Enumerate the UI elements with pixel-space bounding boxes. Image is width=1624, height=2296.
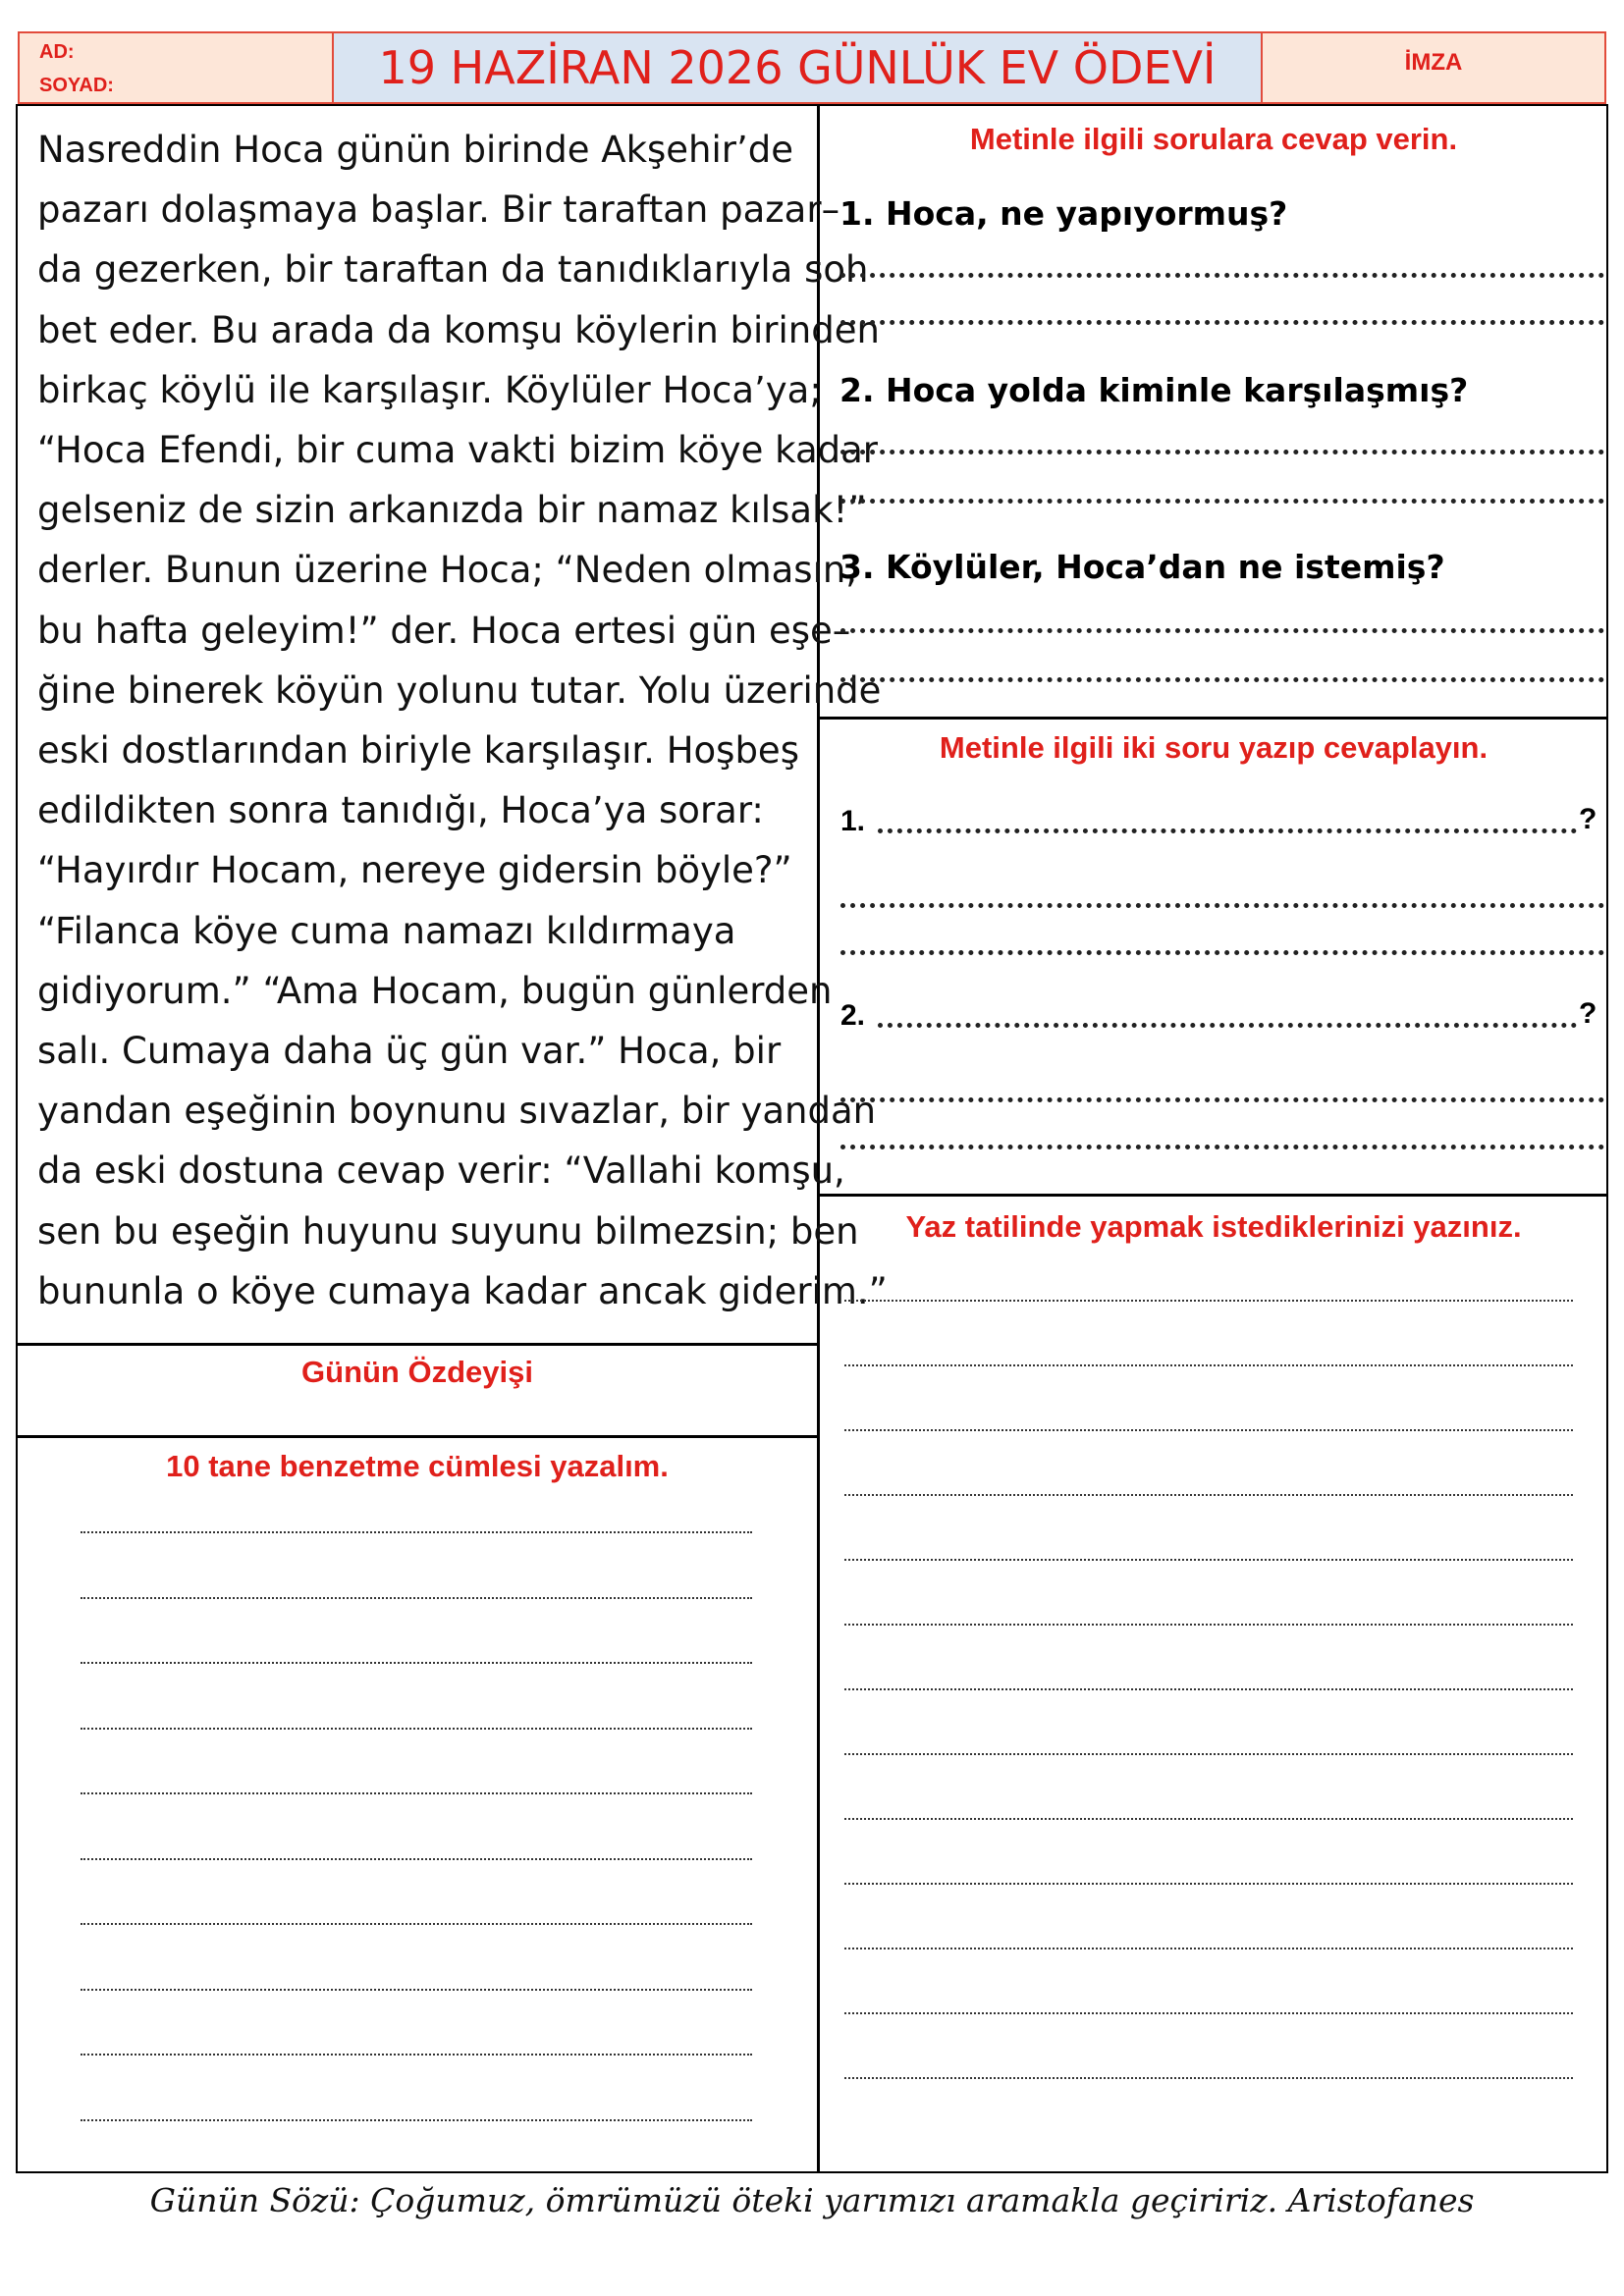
writing-line[interactable] [844, 1300, 1573, 1302]
story-line: edildikten sonra tanıdığı, Hoca’ya sorar: [37, 789, 764, 832]
imza-label: İMZA [1404, 49, 1463, 76]
answer-line[interactable] [840, 903, 1604, 908]
story-line: “Hayırdır Hocam, nereye gidersin böyle?” [37, 849, 792, 892]
writing-line[interactable] [81, 1989, 752, 1991]
story-line: da eski dostuna cevap verir: “Vallahi komşu, [37, 1149, 845, 1193]
writing-line[interactable] [81, 2054, 752, 2056]
answer-line[interactable] [840, 628, 1604, 633]
name-box[interactable] [18, 31, 334, 104]
summer-title: Yaz tatilinde yapmak istediklerinizi yazınız. [905, 1209, 1522, 1244]
own-questions-title: Metinle ilgili iki soru yazıp cevaplayın. [939, 730, 1489, 765]
writing-line[interactable] [81, 1597, 752, 1599]
story-text [37, 120, 888, 1321]
answer-line[interactable] [840, 273, 1604, 278]
footer-quote: Günün Sözü: Çoğumuz, ömrümüzü öteki yarımızı aramakla geçiririz. Aristofanes [149, 2181, 1475, 2219]
writing-line[interactable] [844, 1624, 1573, 1626]
signature-box[interactable] [1261, 31, 1606, 104]
questions-title: Metinle ilgili sorulara cevap verin. [969, 122, 1458, 156]
divider-questions-bottom [817, 717, 1608, 720]
story-line: salı. Cumaya daha üç gün var.” Hoca, bir [37, 1030, 782, 1073]
story-line: ğine binerek köyün yolunu tutar. Yolu üzerinde [37, 668, 882, 712]
ad-label: AD: [39, 41, 75, 63]
story-line: bununla o köye cumaya kadar ancak giderim.” [37, 1269, 888, 1312]
own-question-line-1[interactable] [878, 828, 1577, 833]
question-mark: ? [1579, 997, 1597, 1030]
question-3: 3. Köylüler, Hoca’dan ne istemiş? [839, 548, 1445, 586]
story-line: “Hoca Efendi, bir cuma vakti bizim köye kadar [37, 429, 878, 472]
divider-story-bottom [16, 1343, 819, 1346]
writing-line[interactable] [844, 2012, 1573, 2014]
story-line: da gezerken, bir taraftan da tanıdıklarıyla soh [37, 248, 869, 292]
writing-line[interactable] [81, 1662, 752, 1664]
question-mark: ? [1579, 803, 1597, 835]
story-line: Nasreddin Hoca günün birinde Akşehir’de [37, 129, 793, 171]
story-line: gelseniz de sizin arkanızda bir namaz kılsak!” [37, 489, 867, 532]
writing-line[interactable] [844, 1364, 1573, 1366]
answer-line[interactable] [840, 499, 1604, 504]
writing-line[interactable] [844, 2077, 1573, 2079]
story-line: eski dostlarından biriyle karşılaşır. Hoşbeş [37, 729, 799, 773]
story-line: “Filanca köye cuma namazı kıldırmaya [37, 909, 736, 952]
story-line: bu hafta geleyim!” der. Hoca ertesi gün eşe– [37, 609, 851, 652]
writing-line[interactable] [844, 1818, 1573, 1820]
ozdeyis-title: Günün Özdeyişi [301, 1355, 533, 1389]
writing-line[interactable] [81, 1531, 752, 1533]
story-line: gidiyorum.” “Ama Hocam, bugün günlerden [37, 969, 833, 1012]
writing-line[interactable] [844, 1753, 1573, 1755]
soyad-label: SOYAD: [39, 75, 114, 96]
own-question-number-2: 2. [840, 999, 866, 1032]
story-line: sen bu eşeğin huyunu suyunu bilmezsin; ben [37, 1209, 859, 1253]
writing-line[interactable] [81, 1923, 752, 1925]
story-line: birkaç köylü ile karşılaşır. Köylüler Hoca’ya; [37, 368, 822, 411]
answer-line[interactable] [840, 450, 1604, 454]
divider-own-questions-bottom [817, 1194, 1608, 1197]
writing-line[interactable] [844, 1883, 1573, 1885]
story-line: yandan eşeğinin boynunu sıvazlar, bir yandan [37, 1090, 877, 1133]
writing-line[interactable] [81, 1858, 752, 1860]
writing-line[interactable] [844, 1948, 1573, 1949]
divider-ozdeyis-bottom [16, 1435, 819, 1438]
own-question-line-2[interactable] [878, 1023, 1577, 1028]
writing-line[interactable] [844, 1688, 1573, 1690]
answer-line[interactable] [840, 320, 1604, 325]
writing-line[interactable] [844, 1494, 1573, 1496]
question-2: 2. Hoca yolda kiminle karşılaşmış? [839, 371, 1469, 409]
answer-line[interactable] [840, 1097, 1604, 1102]
story-line: pazarı dolaşmaya başlar. Bir taraftan pazar– [37, 188, 840, 232]
writing-line[interactable] [81, 1728, 752, 1730]
writing-line[interactable] [81, 1792, 752, 1794]
story-line: bet eder. Bu arada da komşu köylerin birinden [37, 308, 880, 351]
writing-line[interactable] [844, 1429, 1573, 1431]
writing-line[interactable] [844, 1559, 1573, 1561]
own-question-number-1: 1. [840, 805, 866, 837]
benzetme-title: 10 tane benzetme cümlesi yazalım. [166, 1449, 669, 1483]
question-1: 1. Hoca, ne yapıyormuş? [839, 194, 1288, 233]
story-line: derler. Bunun üzerine Hoca; “Neden olmasın, [37, 549, 858, 592]
answer-line[interactable] [840, 677, 1604, 682]
title-box [334, 31, 1261, 104]
writing-line[interactable] [81, 2119, 752, 2121]
page-title: 19 HAZİRAN 2026 GÜNLÜK EV ÖDEVİ [378, 41, 1217, 94]
answer-line[interactable] [840, 950, 1604, 955]
answer-line[interactable] [840, 1145, 1604, 1149]
